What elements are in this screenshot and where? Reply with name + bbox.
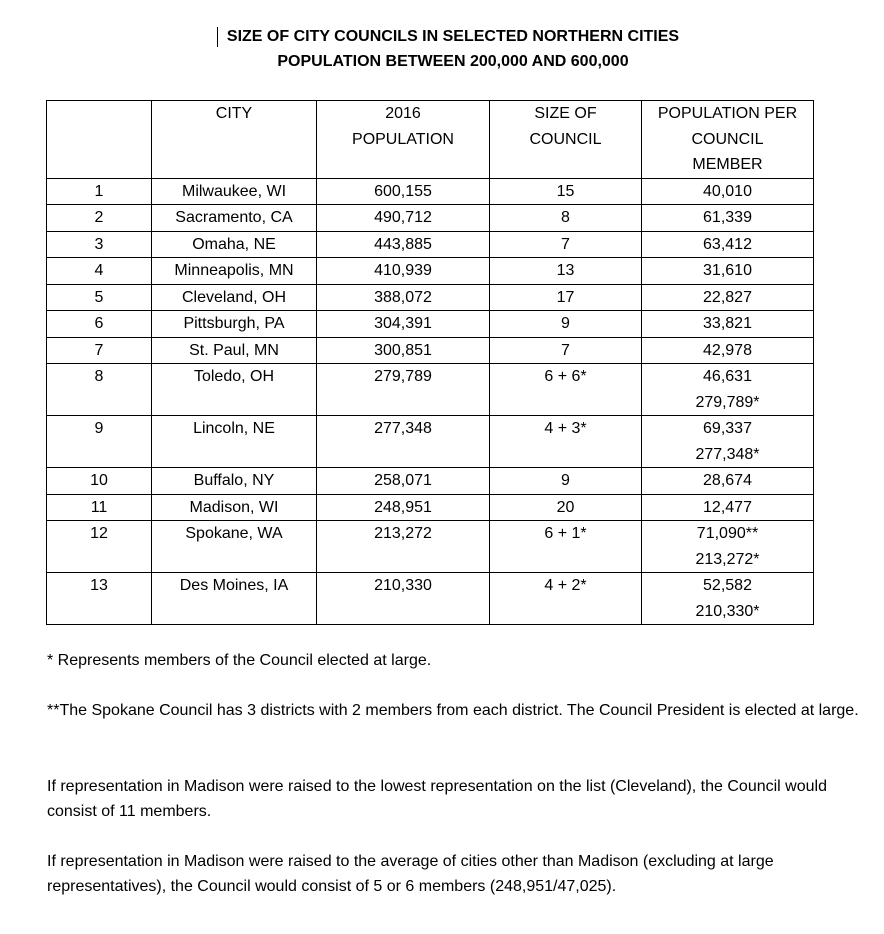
footnote-spokane: **The Spokane Council has 3 districts with 2 members from each district. The Council President is elected at large. bbox=[47, 702, 859, 719]
header-council-size: SIZE OF COUNCIL bbox=[490, 101, 642, 179]
cell-rank: 5 bbox=[47, 284, 152, 311]
cell-rank: 8 bbox=[47, 364, 152, 416]
cell-population-per-member: 12,477 bbox=[642, 494, 814, 521]
table-body bbox=[47, 178, 814, 625]
cell-city: Buffalo, NY bbox=[152, 468, 317, 495]
cell-rank: 1 bbox=[47, 178, 152, 205]
cell-council-size: 9 bbox=[490, 468, 642, 495]
cell-population-per-member: 22,827 bbox=[642, 284, 814, 311]
cell-city: Minneapolis, MN bbox=[152, 258, 317, 285]
footnote-at-large: * Represents members of the Council elected at large. bbox=[47, 652, 432, 669]
header-population: 2016 POPULATION bbox=[317, 101, 490, 179]
cell-city: Omaha, NE bbox=[152, 231, 317, 258]
cell-rank: 2 bbox=[47, 205, 152, 232]
cell-council-size: 6 + 1* bbox=[490, 521, 642, 573]
cell-city: St. Paul, MN bbox=[152, 337, 317, 364]
cell-population: 410,939 bbox=[317, 258, 490, 285]
cell-population: 213,272 bbox=[317, 521, 490, 573]
cell-council-size: 15 bbox=[490, 178, 642, 205]
cell-rank: 13 bbox=[47, 573, 152, 625]
cell-city: Sacramento, CA bbox=[152, 205, 317, 232]
cell-rank: 9 bbox=[47, 416, 152, 468]
cell-population: 600,155 bbox=[317, 178, 490, 205]
cell-rank: 12 bbox=[47, 521, 152, 573]
cell-council-size: 4 + 3* bbox=[490, 416, 642, 468]
cell-population-per-member: 61,339 bbox=[642, 205, 814, 232]
cell-rank: 4 bbox=[47, 258, 152, 285]
cell-population: 277,348 bbox=[317, 416, 490, 468]
cell-council-size: 4 + 2* bbox=[490, 573, 642, 625]
header-rank bbox=[47, 101, 152, 179]
table-row bbox=[47, 364, 814, 416]
cell-city: Cleveland, OH bbox=[152, 284, 317, 311]
table-row bbox=[47, 337, 814, 364]
cell-population-per-member: 69,337 277,348* bbox=[642, 416, 814, 468]
cell-city: Spokane, WA bbox=[152, 521, 317, 573]
cell-city: Lincoln, NE bbox=[152, 416, 317, 468]
cell-population: 300,851 bbox=[317, 337, 490, 364]
cell-population: 443,885 bbox=[317, 231, 490, 258]
header-city: CITY bbox=[152, 101, 317, 179]
table-row bbox=[47, 468, 814, 495]
cell-population-per-member: 42,978 bbox=[642, 337, 814, 364]
document-title-line2: POPULATION BETWEEN 200,000 AND 600,000 bbox=[277, 53, 629, 70]
council-size-table bbox=[46, 100, 814, 625]
cell-rank: 7 bbox=[47, 337, 152, 364]
cell-population-per-member: 40,010 bbox=[642, 178, 814, 205]
cell-population: 388,072 bbox=[317, 284, 490, 311]
cell-council-size: 13 bbox=[490, 258, 642, 285]
table-row bbox=[47, 521, 814, 573]
cell-population-per-member: 63,412 bbox=[642, 231, 814, 258]
cell-rank: 11 bbox=[47, 494, 152, 521]
table-row bbox=[47, 494, 814, 521]
cell-population-per-member: 71,090** 213,272* bbox=[642, 521, 814, 573]
table-row bbox=[47, 284, 814, 311]
table-row bbox=[47, 573, 814, 625]
cell-council-size: 17 bbox=[490, 284, 642, 311]
document-title-line1: SIZE OF CITY COUNCILS IN SELECTED NORTHERN CITIES bbox=[226, 28, 680, 45]
cell-city: Pittsburgh, PA bbox=[152, 311, 317, 338]
cell-rank: 3 bbox=[47, 231, 152, 258]
cell-population: 248,951 bbox=[317, 494, 490, 521]
cell-council-size: 8 bbox=[490, 205, 642, 232]
cell-population-per-member: 46,631 279,789* bbox=[642, 364, 814, 416]
cell-city: Toledo, OH bbox=[152, 364, 317, 416]
cell-population: 304,391 bbox=[317, 311, 490, 338]
table-row bbox=[47, 231, 814, 258]
cell-rank: 10 bbox=[47, 468, 152, 495]
table-row bbox=[47, 258, 814, 285]
cell-council-size: 7 bbox=[490, 337, 642, 364]
table-header-row bbox=[47, 101, 814, 179]
cell-city: Milwaukee, WI bbox=[152, 178, 317, 205]
header-population-per-member: POPULATION PER COUNCIL MEMBER bbox=[642, 101, 814, 179]
cell-population: 279,789 bbox=[317, 364, 490, 416]
cell-population-per-member: 31,610 bbox=[642, 258, 814, 285]
cell-population-per-member: 52,582 210,330* bbox=[642, 573, 814, 625]
cell-council-size: 20 bbox=[490, 494, 642, 521]
note-lowest-representation: If representation in Madison were raised to the lowest representation on the list (Cleveland), the Council would consist of 11 members. bbox=[47, 778, 827, 820]
cell-population-per-member: 33,821 bbox=[642, 311, 814, 338]
table-row bbox=[47, 205, 814, 232]
table-row bbox=[47, 178, 814, 205]
cell-population: 490,712 bbox=[317, 205, 490, 232]
cell-population: 210,330 bbox=[317, 573, 490, 625]
cell-council-size: 9 bbox=[490, 311, 642, 338]
table-row bbox=[47, 416, 814, 468]
cell-population-per-member: 28,674 bbox=[642, 468, 814, 495]
cell-city: Des Moines, IA bbox=[152, 573, 317, 625]
cell-council-size: 6 + 6* bbox=[490, 364, 642, 416]
cell-council-size: 7 bbox=[490, 231, 642, 258]
table-row bbox=[47, 311, 814, 338]
cell-city: Madison, WI bbox=[152, 494, 317, 521]
note-average-representation: If representation in Madison were raised to the average of cities other than Madison (excluding at large representatives), the Council would consist of 5 or 6 members (248,951/47,025). bbox=[47, 853, 774, 895]
cell-population: 258,071 bbox=[317, 468, 490, 495]
cell-rank: 6 bbox=[47, 311, 152, 338]
